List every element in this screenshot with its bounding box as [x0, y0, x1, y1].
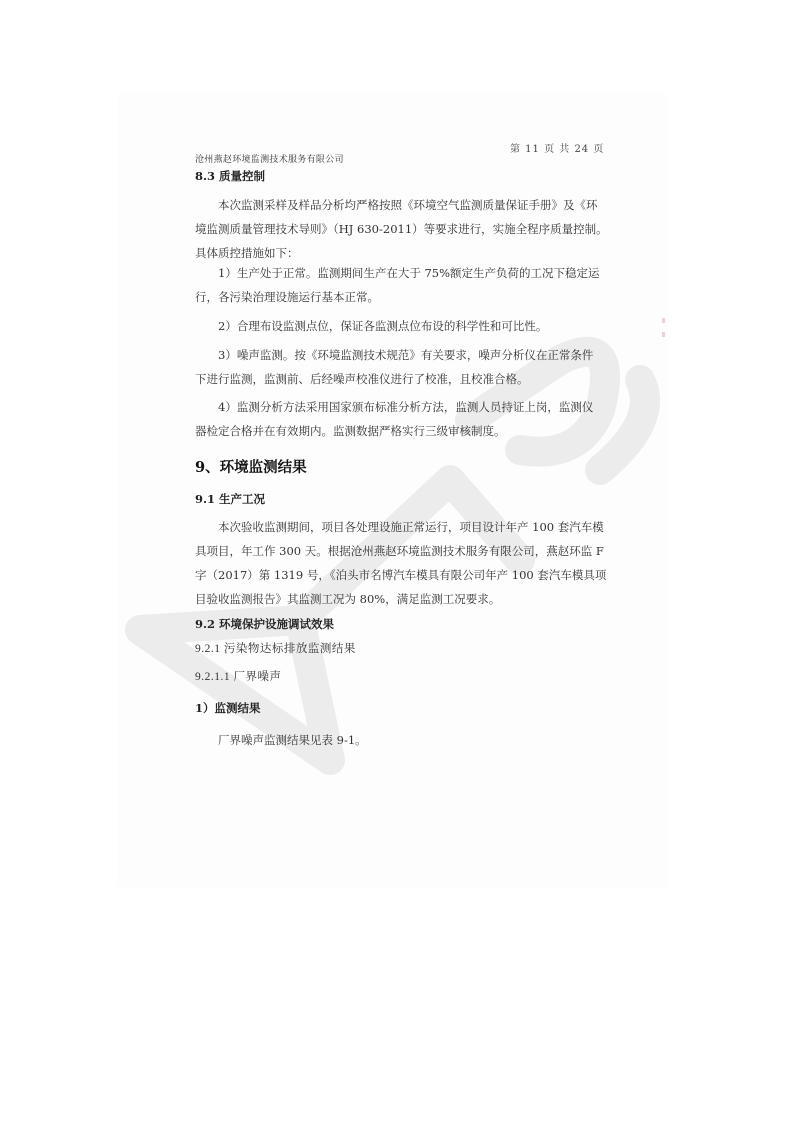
section-title-9-2: 9.2 环境保护设施调试效果 [195, 617, 335, 631]
result-text: 厂界噪声监测结果见表 9-1。 [218, 733, 367, 747]
margin-mark [662, 318, 665, 323]
text-line: 字（2017）第 1319 号，《泊头市名博汽车模具有限公司年产 100 套汽车模具项 [195, 568, 607, 582]
section-title-9-2-1: 9.2.1 污染物达标排放监测结果 [195, 643, 356, 655]
paragraph-production-conditions [195, 515, 607, 611]
text-line: 境监测质量管理技术导则》（HJ 630-2011）等要求进行，实施全程序质量控制。 [195, 222, 608, 236]
text-line: 目验收监测报告》其监测工况为 80%，满足监测工况要求。 [195, 592, 501, 606]
text-line: 2）合理布设监测点位，保证各监测点位布设的科学性和可比性。 [218, 319, 548, 333]
paragraph-quality-intro [195, 193, 608, 265]
text-line: 4）监测分析方法采用国家颁布标准分析方法，监测人员持证上岗，监测仪 [218, 400, 594, 414]
result-title: 1）监测结果 [195, 701, 261, 715]
section-title-9-2-1-1: 9.2.1.1 厂界噪声 [195, 671, 282, 683]
paragraph-item-1 [195, 261, 600, 309]
paragraph-item-2 [195, 314, 585, 338]
text-line: 下进行监测，监测前、后经噪声校准仪进行了校准，且校准合格。 [195, 372, 529, 386]
text-line: 具项目，年工作 300 天。根据沧州燕赵环境监测技术服务有限公司，燕赵环监 F [195, 544, 604, 558]
text-line: 本次监测采样及样品分析均严格按照《环境空气监测质量保证手册》及《环 [218, 198, 598, 212]
paragraph-item-4 [195, 395, 594, 443]
section-title-9: 9、环境监测结果 [195, 459, 307, 476]
text-line: 3）噪声监测。按《环境监测技术规范》有关要求，噪声分析仪在正常条件 [218, 348, 594, 362]
text-line: 1）生产处于正常。监测期间生产在大于 75%额定生产负荷的工况下稳定运 [218, 266, 600, 280]
text-line: 行，各污染治理设施运行基本正常。 [195, 290, 379, 304]
paragraph-item-3 [195, 343, 594, 391]
page-number: 第 11 页 共 24 页 [510, 144, 605, 155]
company-name: 沧州燕赵环境监测技术服务有限公司 [195, 155, 344, 165]
text-line: 本次验收监测期间，项目各处理设施正常运行，项目设计年产 100 套汽车模 [218, 520, 604, 534]
text-line: 具体质控措施如下： [195, 246, 299, 260]
section-title-9-1: 9.1 生产工况 [195, 492, 266, 506]
margin-mark [662, 332, 665, 337]
section-title-8-3: 8.3 质量控制 [195, 169, 266, 183]
text-line: 器检定合格并在有效期内。监测数据严格实行三级审核制度。 [195, 424, 506, 438]
